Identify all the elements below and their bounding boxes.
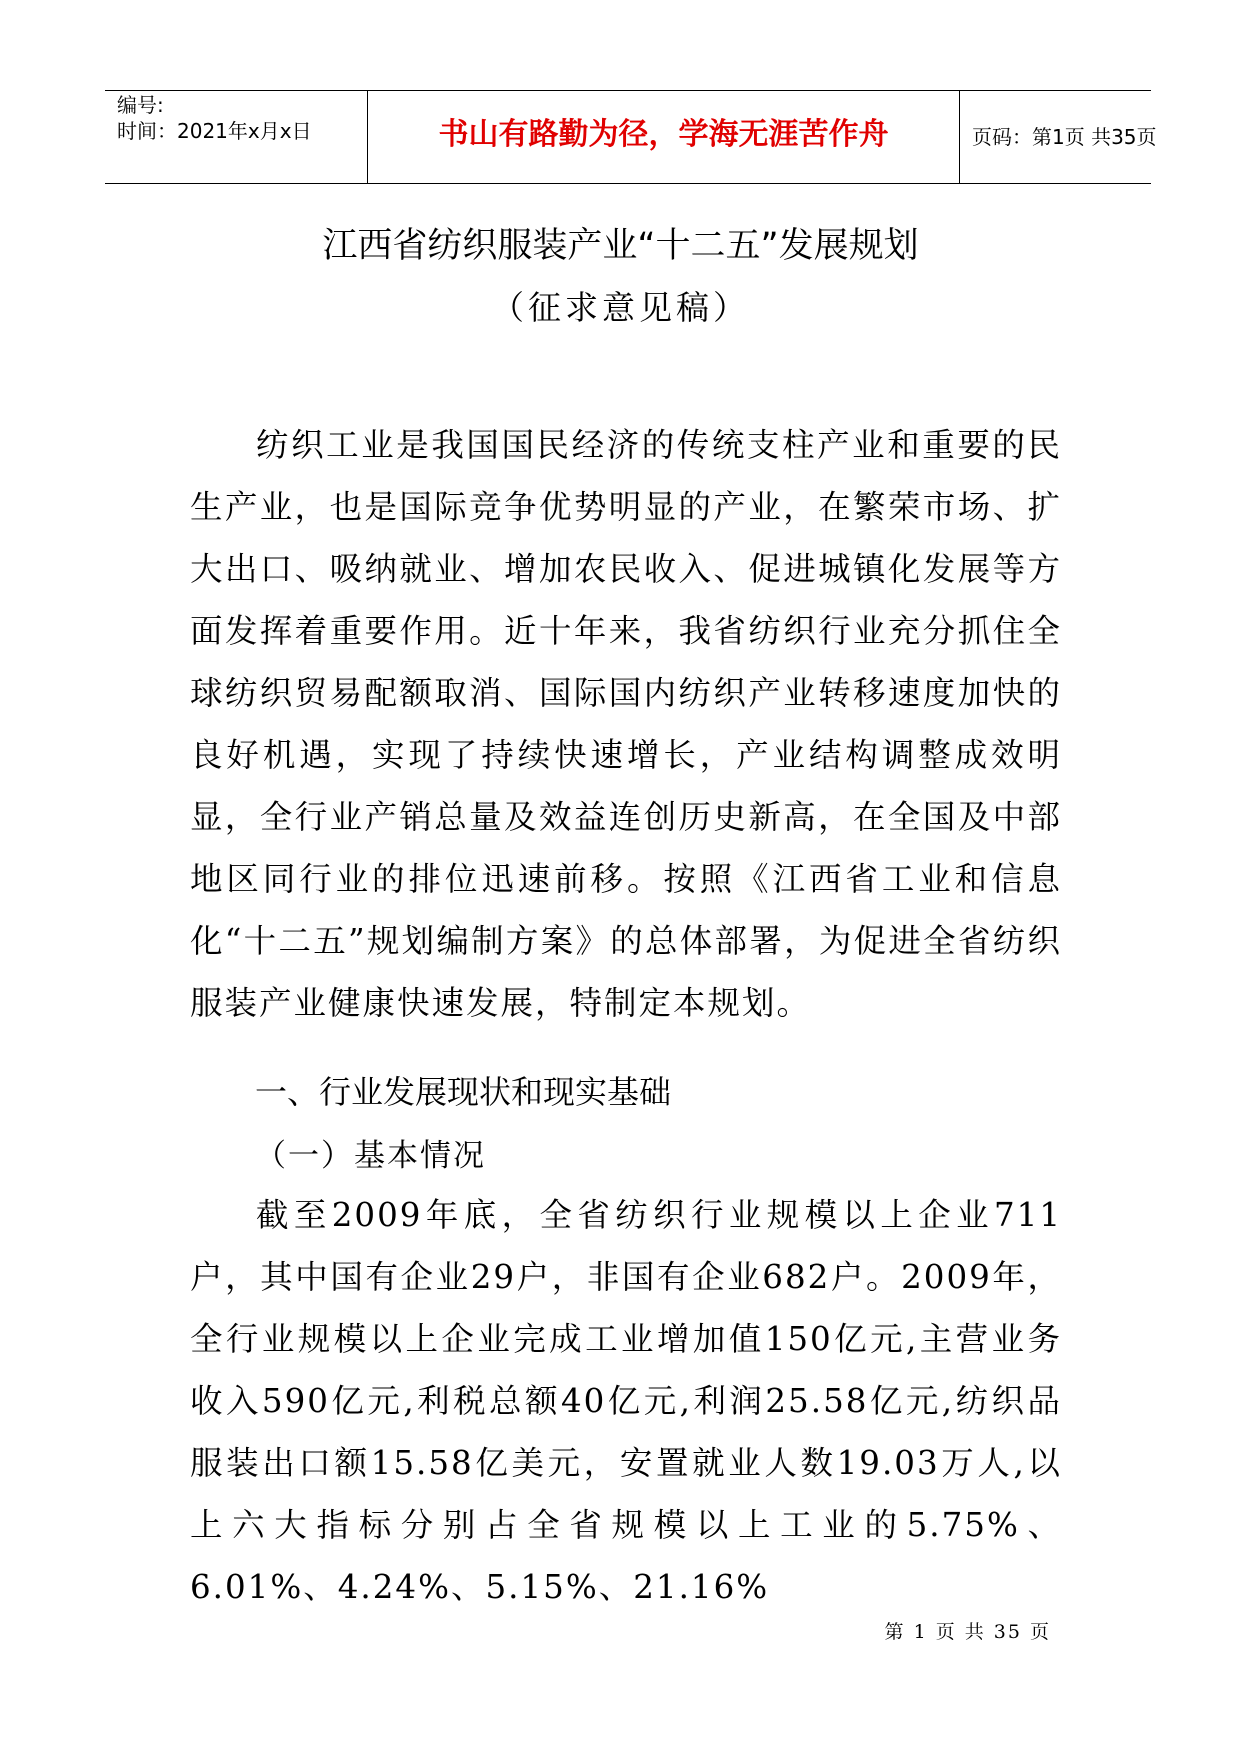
- header-page-cell: [960, 91, 1157, 183]
- header-motto-cell: [368, 91, 960, 183]
- basic-situation-paragraph: 截至2009年底，全省纺织行业规模以上企业711户，其中国有企业29户，非国有企业682户。2009年，全行业规模以上企业完成工业增加值150亿元,主营业务收入590亿元,利税总额40亿元,利润25.58亿元,纺织品服装出口额15.58亿美元，安置就业人数19.03万人,以上六大指标分别占全省规模以上工业的5.75%、6.01%、4.24%、5.15%、21.16%: [190, 1196, 1062, 1606]
- motto: 书山有路勤为径，学海无涯苦作舟: [438, 117, 889, 152]
- code-label: 编号:: [117, 93, 164, 117]
- intro-paragraph: 纺织工业是我国国民经济的传统支柱产业和重要的民生产业，也是国际竞争优势明显的产业，在繁荣市场、扩大出口、吸纳就业、增加农民收入、促进城镇化发展等方面发挥着重要作用。近十年来，我省纺织行业充分抓住全球纺织贸易配额取消、国际国内纺织产业转移速度加快的良好机遇，实现了持续快速增长，产业结构调整成效明显，全行业产销总量及效益连创历史新高，在全国及中部地区同行业的排位迅速前移。按照《江西省工业和信息化“十二五”规划编制方案》的总体部署，为促进全省纺织服装产业健康快速发展，特制定本规划。: [190, 426, 1062, 1022]
- document-subtitle: （征求意见稿）: [491, 288, 750, 327]
- time-label: 时间：2021年x月x日: [117, 119, 312, 143]
- header-info-cell: [105, 91, 368, 183]
- page-footer: 第 1 页 共 35 页: [884, 1621, 1051, 1643]
- header-page-code: 页码：第1页 共35页: [972, 125, 1157, 149]
- document-title: 江西省纺织服装产业“十二五”发展规划: [322, 226, 919, 266]
- document-header: [105, 90, 1157, 184]
- subsection-heading: （一）基本情况: [255, 1138, 486, 1174]
- section-heading: 一、行业发展现状和现实基础: [255, 1073, 672, 1111]
